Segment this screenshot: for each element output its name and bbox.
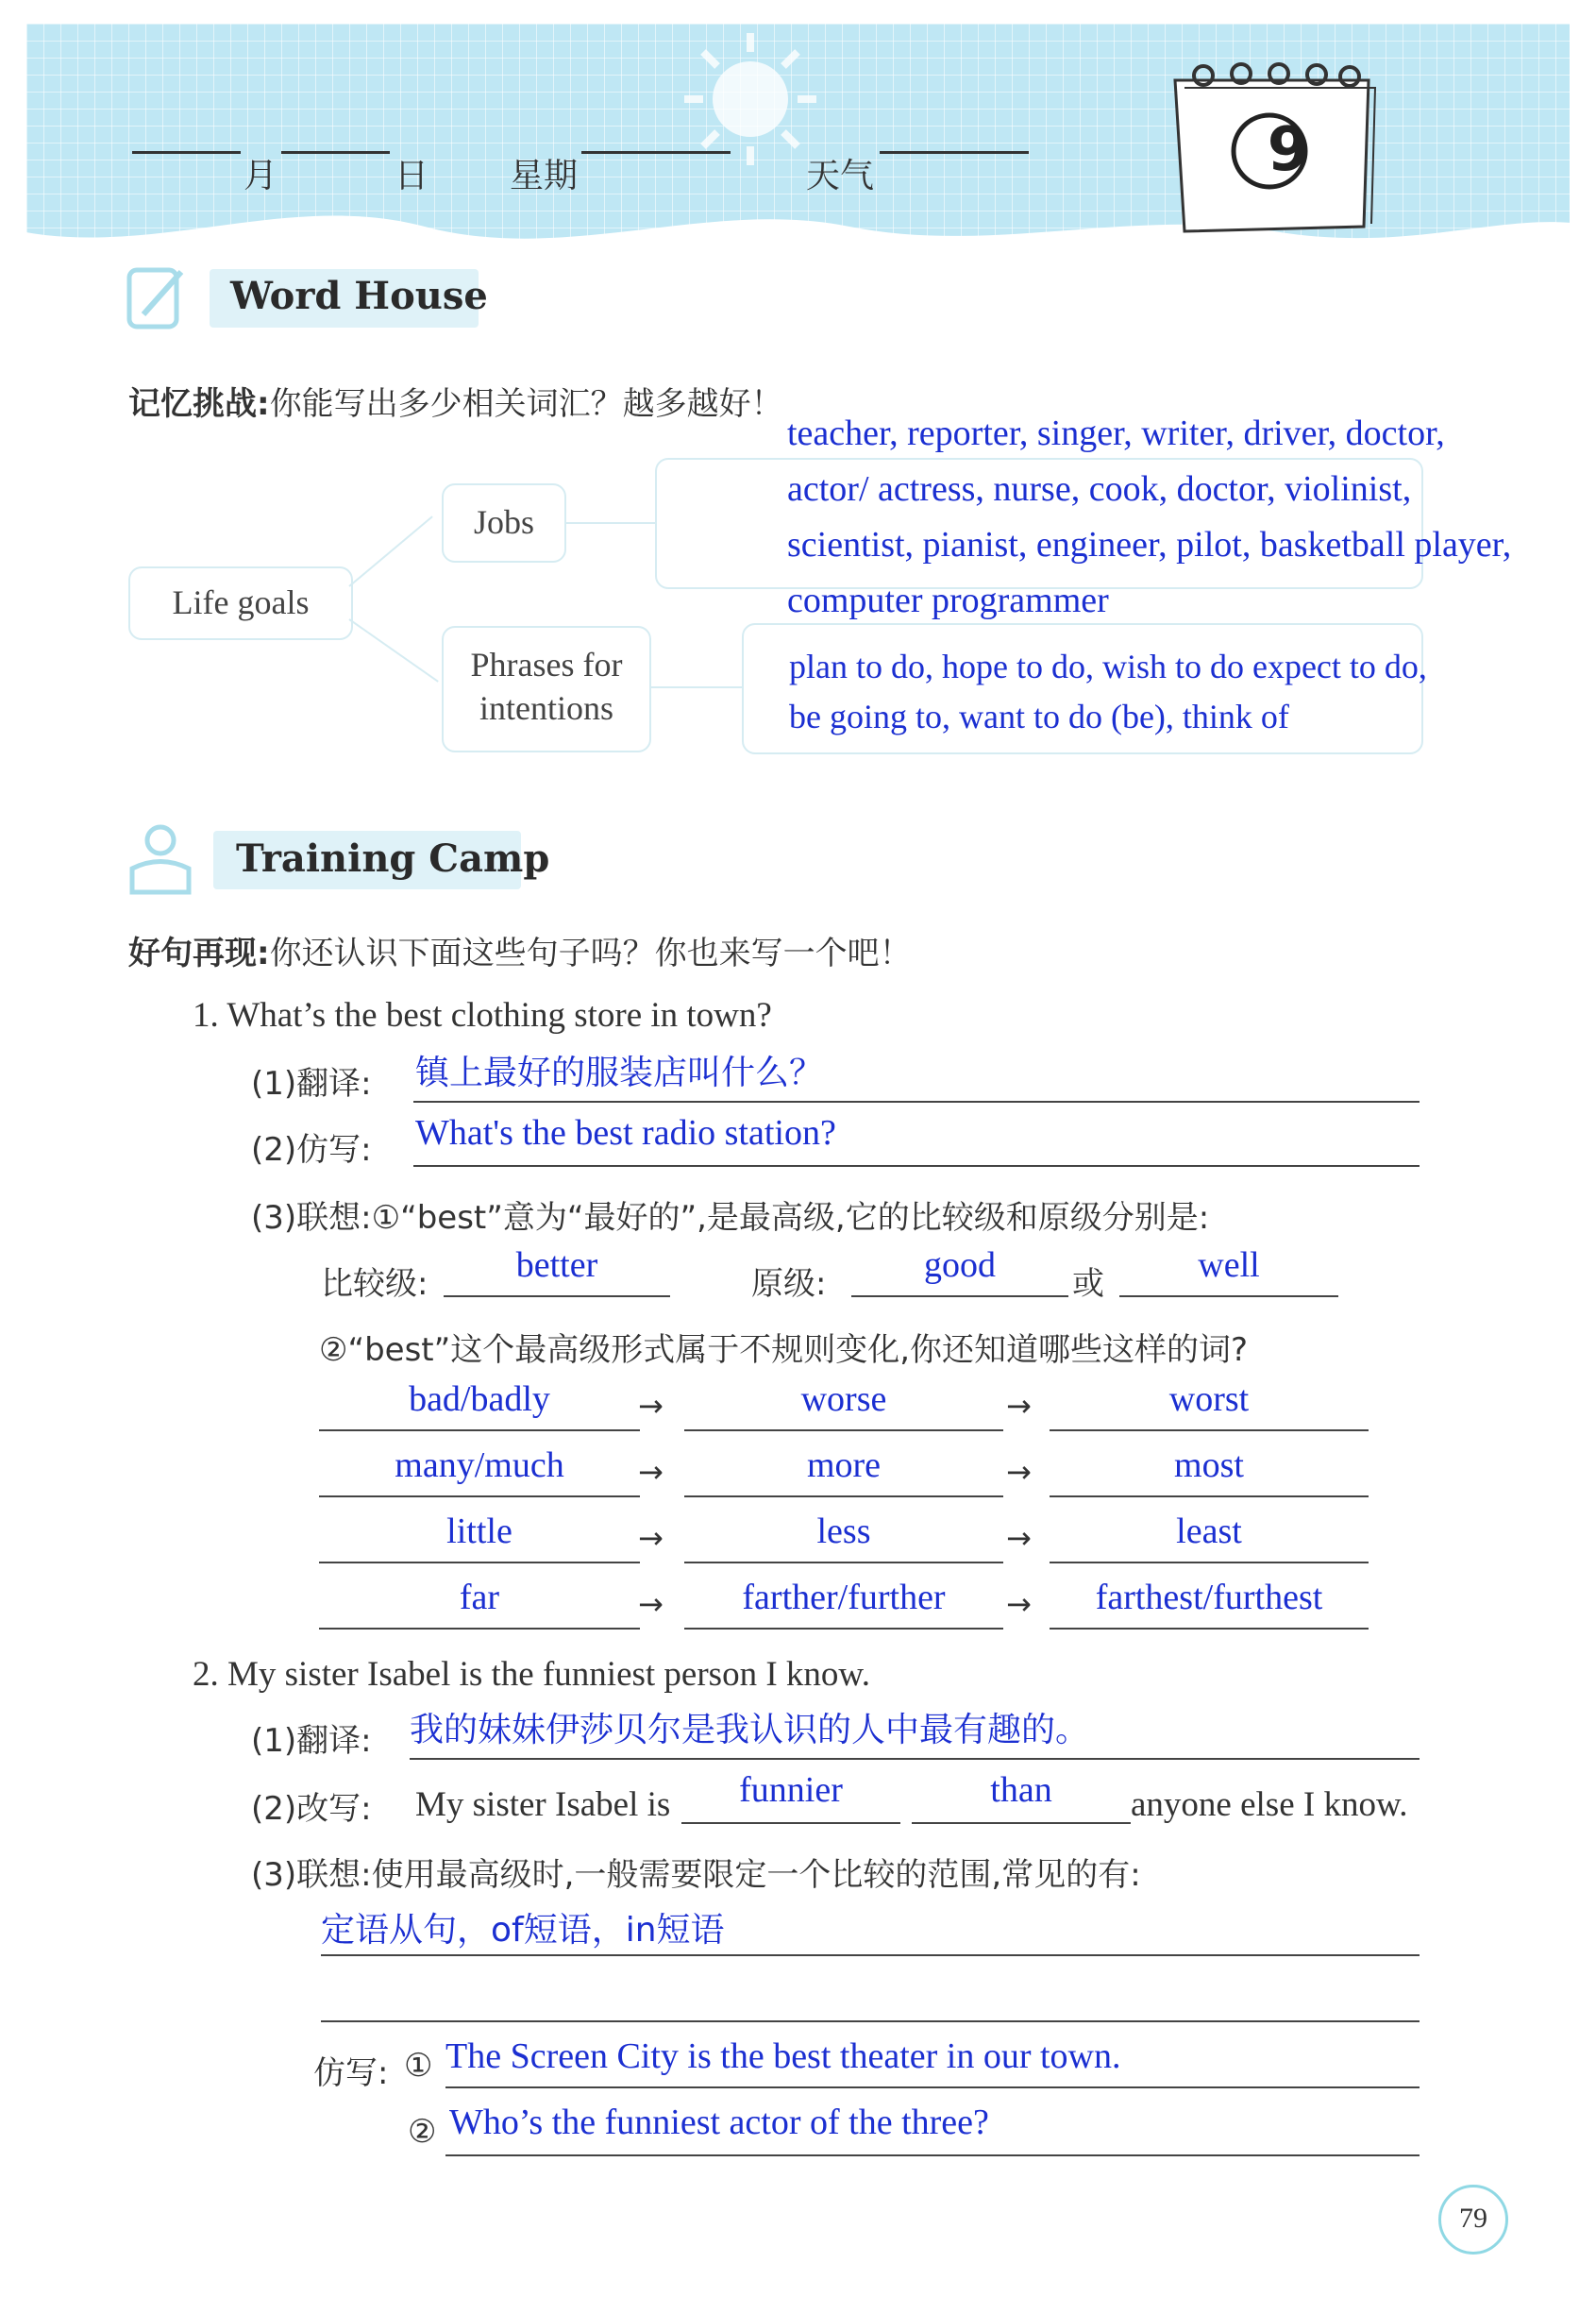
q2-rewrite-blank-2[interactable]: than bbox=[990, 1770, 1052, 1810]
month-blank[interactable] bbox=[132, 151, 241, 154]
connector-phrases-box bbox=[649, 686, 742, 688]
table-line bbox=[319, 1495, 640, 1497]
q2-rewrite-label: (2)改写: bbox=[251, 1790, 372, 1828]
weather-blank[interactable] bbox=[880, 151, 1029, 154]
arrow-icon: → bbox=[1006, 1520, 1032, 1556]
q2-rewrite-line-2 bbox=[912, 1822, 1131, 1824]
memory-challenge-label: 记忆挑战: bbox=[128, 385, 270, 423]
q1-translate-line bbox=[413, 1101, 1420, 1103]
positive-answer-1[interactable]: good bbox=[924, 1245, 996, 1285]
jobs-answer-line: actor/ actress, nurse, cook, doctor, violinist, bbox=[787, 469, 1412, 509]
table-cell[interactable]: many/much bbox=[395, 1445, 564, 1485]
sentence-review-prompt bbox=[128, 927, 912, 973]
q2-translate-answer[interactable]: 我的妹妹伊莎贝尔是我认识的人中最有趣的。 bbox=[410, 1711, 1090, 1749]
arrow-icon: → bbox=[1006, 1454, 1032, 1490]
table-line bbox=[684, 1628, 1003, 1630]
arrow-icon: → bbox=[638, 1388, 664, 1424]
table-cell[interactable]: less bbox=[816, 1512, 871, 1551]
q2-imitate-line-1 bbox=[445, 2086, 1420, 2088]
table-line bbox=[1050, 1628, 1369, 1630]
weather-label: 天气 bbox=[806, 157, 875, 195]
jobs-answer-line: teacher, reporter, singer, writer, driver, doctor, bbox=[787, 414, 1445, 453]
sentence-review-label: 好句再现: bbox=[128, 935, 270, 972]
weekday-label: 星期 bbox=[510, 157, 579, 195]
table-line bbox=[319, 1562, 640, 1563]
memory-challenge-text: 你能写出多少相关词汇？越多越好！ bbox=[269, 385, 783, 423]
jobs-answer[interactable] bbox=[787, 406, 1511, 629]
or-label: 或 bbox=[1072, 1265, 1104, 1303]
phrases-answer-line: be going to, want to do (be), think of bbox=[789, 698, 1289, 735]
training-camp-title: Training Camp bbox=[236, 836, 550, 881]
connector-jobs-box bbox=[564, 522, 655, 524]
q1-associate-sub2: ②“best”这个最高级形式属于不规则变化,你还知道哪些这样的词? bbox=[319, 1331, 1249, 1369]
table-line bbox=[1050, 1429, 1369, 1431]
arrow-icon: → bbox=[1006, 1388, 1032, 1424]
arrow-icon: → bbox=[638, 1520, 664, 1556]
arrow-icon: → bbox=[638, 1454, 664, 1490]
jobs-answer-line: scientist, pianist, engineer, pilot, basketball player, bbox=[787, 525, 1512, 565]
comparative-answer[interactable]: better bbox=[515, 1245, 598, 1285]
comparative-label: 比较级: bbox=[321, 1265, 428, 1303]
pencil-icon bbox=[125, 262, 191, 333]
student-icon bbox=[125, 821, 195, 897]
table-line bbox=[684, 1495, 1003, 1497]
q2-associate-line-2 bbox=[321, 2020, 1420, 2022]
positive-answer-2[interactable]: well bbox=[1198, 1245, 1260, 1285]
positive-line-1 bbox=[851, 1295, 1068, 1297]
sentence-review-text: 你还认识下面这些句子吗？你也来写一个吧！ bbox=[269, 935, 912, 972]
comparative-line bbox=[444, 1295, 670, 1297]
q2-imitate-label: 仿写: bbox=[313, 2054, 389, 2092]
table-cell[interactable]: worse bbox=[800, 1379, 887, 1419]
q2-associate-line-1 bbox=[321, 1954, 1420, 1956]
q2-translate-label: (1)翻译: bbox=[251, 1722, 372, 1760]
q1-translate-answer[interactable]: 镇上最好的服装店叫什么？ bbox=[415, 1054, 824, 1092]
table-line bbox=[319, 1429, 640, 1431]
q2-associate-answer[interactable]: 定语从句，of短语，in短语 bbox=[321, 1911, 725, 1950]
table-cell[interactable]: most bbox=[1174, 1445, 1244, 1485]
phrases-answer-line: plan to do, hope to do, wish to do expect to do, bbox=[789, 648, 1427, 685]
table-cell[interactable]: far bbox=[459, 1578, 500, 1617]
q1-associate-text: (3)联想:①“best”意为“最好的”,是最高级,它的比较级和原级分别是: bbox=[251, 1199, 1210, 1237]
q2-sentence: 2. My sister Isabel is the funniest person I know. bbox=[193, 1655, 870, 1694]
phrases-answer[interactable] bbox=[789, 642, 1427, 742]
q2-imitate-answer-1[interactable]: The Screen City is the best theater in our town. bbox=[445, 2036, 1121, 2076]
jobs-node-label: Jobs bbox=[473, 503, 535, 541]
q2-imitate-num-2: ② bbox=[408, 2113, 437, 2151]
table-cell[interactable]: farthest/furthest bbox=[1095, 1578, 1323, 1617]
table-cell[interactable]: worst bbox=[1168, 1379, 1250, 1419]
day-label: 日 bbox=[395, 157, 429, 195]
q2-rewrite-line-1 bbox=[681, 1822, 900, 1824]
q1-imitate-label: (2)仿写: bbox=[251, 1131, 372, 1169]
table-line bbox=[1050, 1495, 1369, 1497]
table-cell[interactable]: more bbox=[806, 1445, 882, 1485]
unit-number: 9 bbox=[1267, 115, 1310, 185]
q2-imitate-num-1: ① bbox=[404, 2047, 433, 2085]
word-house-title: Word House bbox=[230, 274, 488, 318]
weekday-blank[interactable] bbox=[581, 151, 731, 154]
phrases-node-label-1: Phrases for bbox=[470, 646, 623, 684]
table-cell[interactable]: farther/further bbox=[742, 1578, 946, 1617]
arrow-icon: → bbox=[638, 1586, 664, 1622]
table-cell[interactable]: bad/badly bbox=[409, 1379, 550, 1419]
page-number: 79 bbox=[1438, 2185, 1508, 2255]
phrases-node-label-2: intentions bbox=[479, 689, 613, 727]
table-cell[interactable]: little bbox=[446, 1512, 512, 1551]
connector-phrases bbox=[348, 618, 438, 683]
q2-associate-label: (3)联想:使用最高级时,一般需要限定一个比较的范围,常见的有: bbox=[251, 1856, 1141, 1894]
jobs-answer-line: computer programmer bbox=[787, 581, 1109, 620]
memory-challenge-prompt bbox=[128, 378, 783, 424]
q2-translate-line bbox=[410, 1758, 1420, 1760]
table-line bbox=[684, 1429, 1003, 1431]
q2-rewrite-blank-1[interactable]: funnier bbox=[739, 1770, 843, 1810]
sun-icon bbox=[680, 28, 821, 170]
q2-imitate-answer-2[interactable]: Who’s the funniest actor of the three? bbox=[449, 2103, 989, 2142]
month-label: 月 bbox=[244, 157, 278, 195]
q1-sentence: 1. What’s the best clothing store in town? bbox=[193, 996, 772, 1035]
q2-imitate-line-2 bbox=[445, 2154, 1420, 2156]
q2-rewrite-prefix: My sister Isabel is bbox=[415, 1785, 671, 1824]
table-line bbox=[319, 1628, 640, 1630]
positive-line-2 bbox=[1119, 1295, 1338, 1297]
q1-translate-label: (1)翻译: bbox=[251, 1065, 372, 1103]
table-cell[interactable]: least bbox=[1176, 1512, 1242, 1551]
positive-label: 原级: bbox=[751, 1265, 827, 1303]
arrow-icon: → bbox=[1006, 1586, 1032, 1622]
q1-imitate-answer[interactable]: What's the best radio station? bbox=[415, 1113, 836, 1153]
q2-rewrite-suffix: anyone else I know. bbox=[1131, 1785, 1408, 1824]
table-line bbox=[1050, 1562, 1369, 1563]
table-line bbox=[684, 1562, 1003, 1563]
connector-jobs bbox=[348, 515, 432, 586]
root-node-label: Life goals bbox=[172, 583, 310, 621]
day-blank[interactable] bbox=[281, 151, 390, 154]
q1-imitate-line bbox=[413, 1165, 1420, 1167]
